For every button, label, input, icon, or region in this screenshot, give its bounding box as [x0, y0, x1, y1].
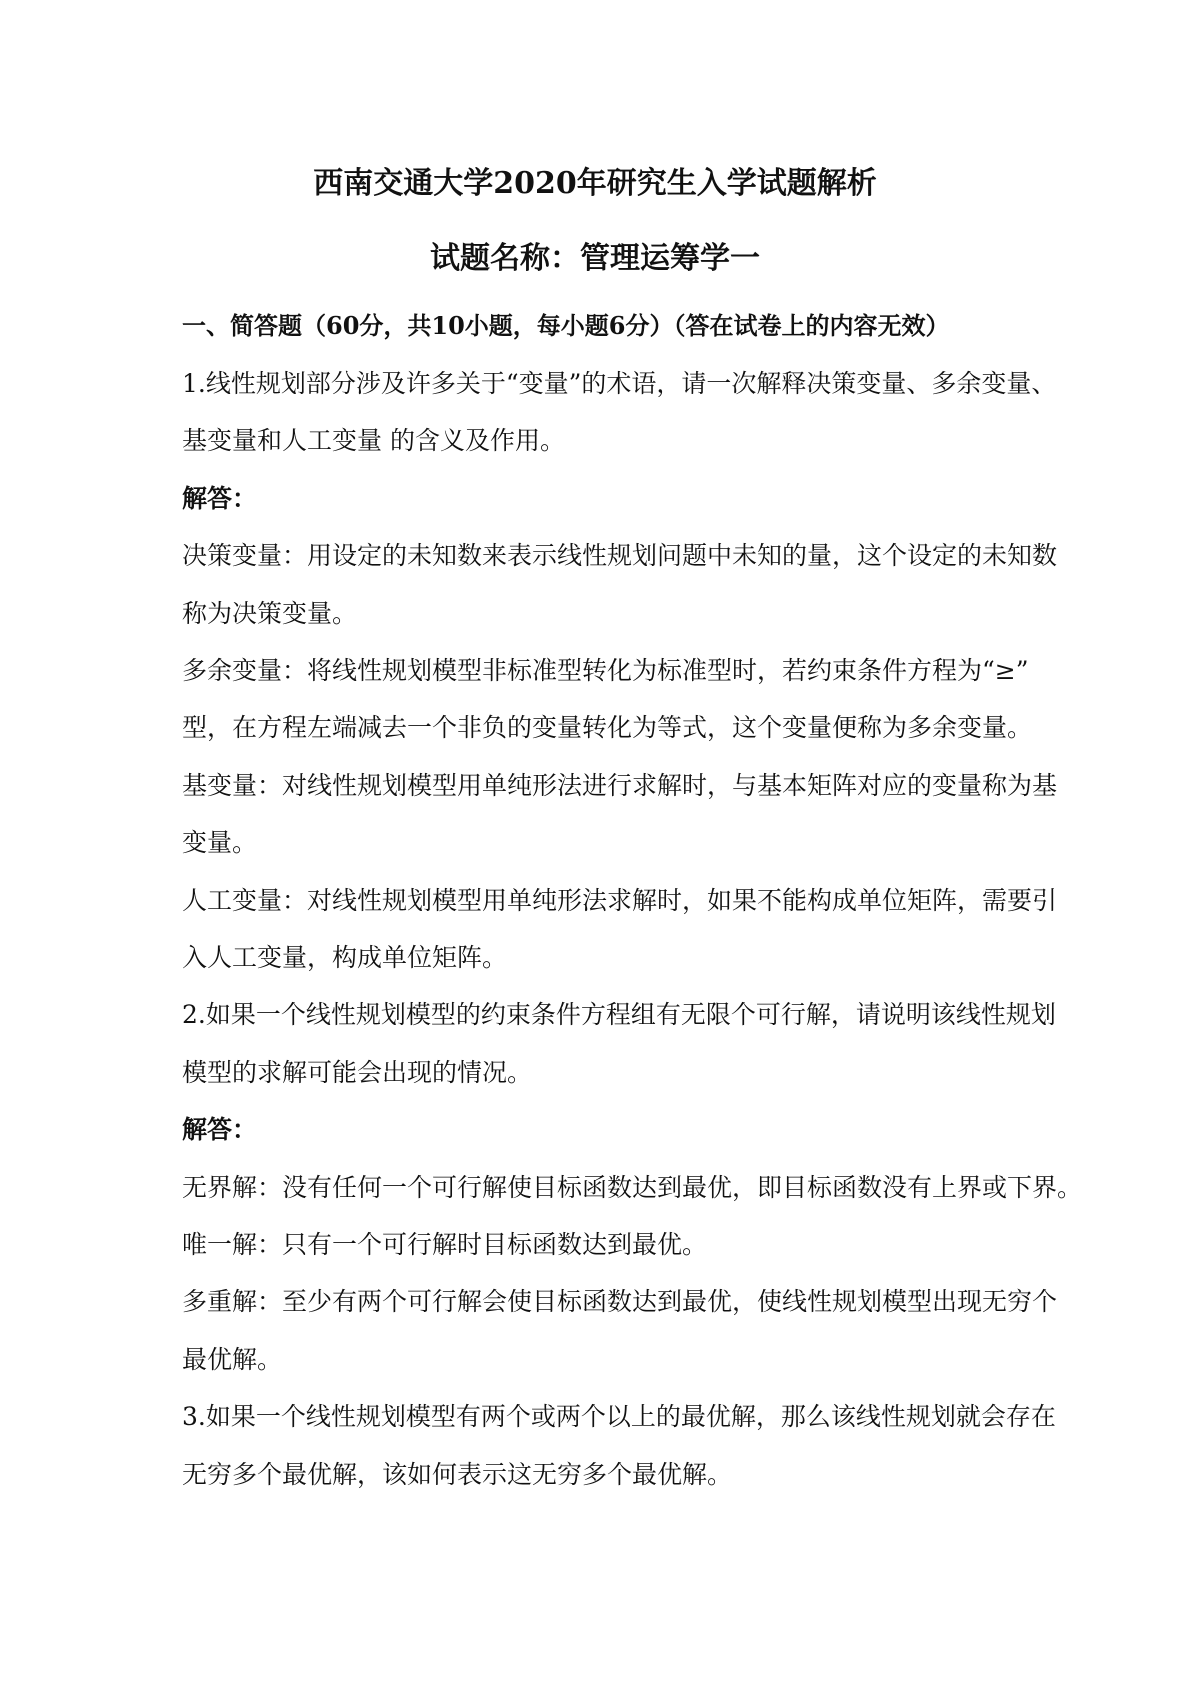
text-line: 基变量和人工变量 的含义及作用。: [182, 426, 565, 456]
text-line: 模型的求解可能会出现的情况。: [182, 1057, 533, 1087]
text-line: 唯一解：只有一个可行解时目标函数达到最优。: [182, 1230, 708, 1259]
text-line: 无界解：没有任何一个可行解使目标函数达到最优，即目标函数没有上界或下界。: [182, 1172, 1083, 1202]
document-title: 西南交通大学2020年研究生入学试题解析: [313, 166, 877, 201]
text-line: 基变量：对线性规划模型用单纯形法进行求解时，与基本矩阵对应的变量称为基: [182, 770, 1058, 800]
text-line: 多余变量：将线性规划模型非标准型转化为标准型时，若约束条件方程为“≥”: [182, 656, 1029, 685]
text-line: 1.线性规划部分涉及许多关于“变量”的术语，请一次解释决策变量、多余变量、: [182, 369, 1057, 398]
text-line: 入人工变量，构成单位矩阵。: [182, 943, 508, 972]
text-line: 型，在方程左端减去一个非负的变量转化为等式，这个变量便称为多余变量。: [182, 713, 1033, 743]
text-line: 称为决策变量。: [182, 598, 358, 628]
text-line: 变量。: [182, 828, 258, 858]
text-line: 3.如果一个线性规划模型有两个或两个以上的最优解，那么该线性规划就会存在: [182, 1402, 1056, 1432]
exam-name: 试题名称：管理运筹学一: [430, 241, 760, 276]
text-line: 最优解。: [182, 1344, 283, 1374]
answer-label: 解答：: [182, 483, 258, 513]
section-heading: 一、简答题（60分，共10小题，每小题6分）（答在试卷上的内容无效）: [182, 311, 950, 340]
text-line: 2.如果一个线性规划模型的约束条件方程组有无限个可行解，请说明该线性规划: [182, 1000, 1056, 1030]
text-line: 无穷多个最优解，该如何表示这无穷多个最优解。: [182, 1459, 733, 1489]
text-line: 人工变量：对线性规划模型用单纯形法求解时，如果不能构成单位矩阵，需要引: [182, 885, 1058, 915]
text-line: 多重解：至少有两个可行解会使目标函数达到最优，使线性规划模型出现无穷个: [182, 1287, 1058, 1317]
answer-label: 解答：: [182, 1115, 258, 1145]
text-line: 决策变量：用设定的未知数来表示线性规划问题中未知的量，这个设定的未知数: [182, 541, 1058, 571]
